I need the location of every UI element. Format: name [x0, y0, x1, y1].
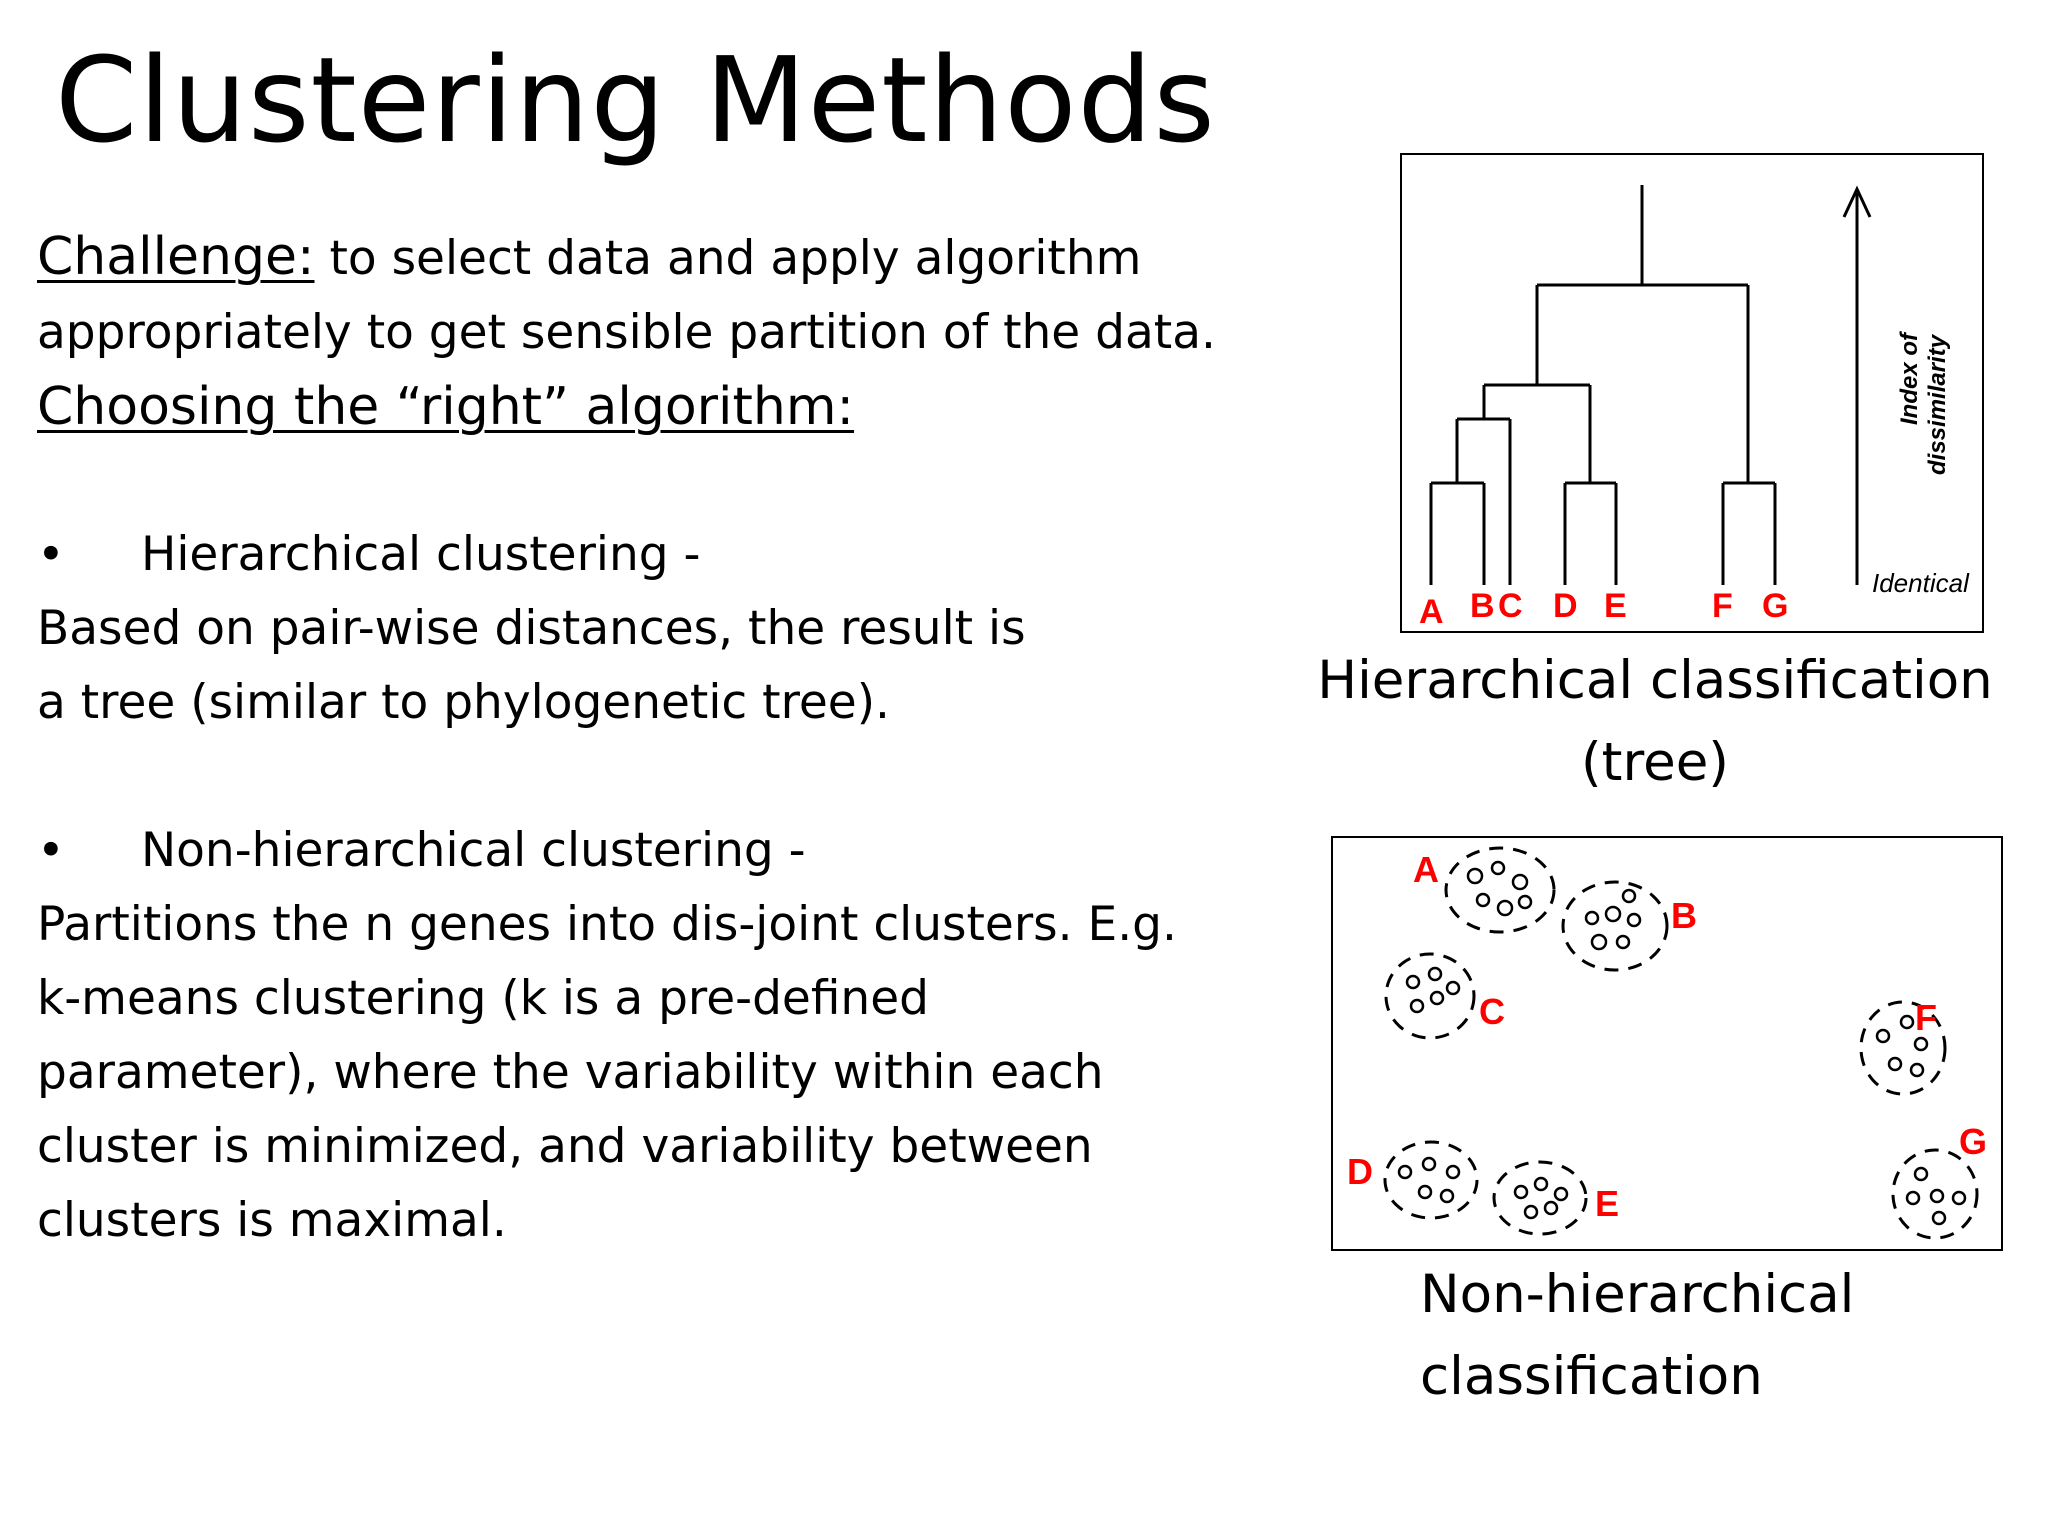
cluster-d-boundary [1385, 1142, 1477, 1218]
dendrogram-branches [1431, 185, 1870, 585]
challenge-text: to select data and apply algorithm appropriately to get sensible partition of the data. [37, 231, 1216, 360]
dissimilarity-arrow [1844, 189, 1870, 585]
cluster-figure [1331, 836, 2003, 1251]
leaf-label-d: D [1553, 587, 1578, 625]
bullet-nonhierarchical [37, 814, 1297, 888]
cluster-label-a: A [1413, 849, 1439, 890]
leaf-label-c: C [1498, 587, 1523, 625]
tree-caption-line1: Hierarchical classification [1317, 650, 1993, 711]
slide-title: Clustering Methods [55, 31, 1216, 169]
dendrogram-figure [1400, 153, 1984, 633]
leaf-label-b: B [1470, 587, 1495, 625]
cluster-b-boundary [1563, 882, 1667, 970]
bullet-description-nonhierarchical: Partitions the n genes into dis-joint clusters. E.g. k-means clustering (k is a pre-defined parameter), where the variability within each cluster is minimized, and variability between clusters is maximal. [37, 897, 1177, 1248]
cluster-label-g: G [1959, 1121, 1988, 1162]
branch-f-g [1723, 483, 1775, 585]
cluster-label-e: E [1595, 1183, 1620, 1224]
cluster-label-b: B [1671, 895, 1697, 936]
cluster-e-boundary [1494, 1162, 1586, 1234]
axis-label-line2: dissimilarity [1924, 334, 1951, 475]
bullet-heading-nonhierarchical: Non-hierarchical clustering - [141, 823, 806, 878]
bullet-description-hierarchical: Based on pair-wise distances, the result is a tree (similar to phylogenetic tree). [37, 601, 1026, 730]
branch-a-b [1431, 483, 1484, 585]
choosing-heading: Choosing the “right” algorithm: [37, 377, 855, 437]
challenge-label: Challenge: [37, 227, 315, 287]
bullet-marker: • [37, 823, 65, 878]
leaf-label-a: A [1419, 593, 1444, 631]
cluster-label-d: D [1347, 1151, 1373, 1192]
cluster-label-c: C [1479, 991, 1505, 1032]
bullet-marker: • [37, 527, 65, 582]
cluster-caption-line2: classification [1420, 1346, 1763, 1407]
branch-d-e [1565, 483, 1616, 585]
cluster-label-f: F [1915, 997, 1937, 1038]
cluster-a-boundary [1446, 848, 1554, 932]
cluster-caption-line1: Non-hierarchical [1420, 1264, 1855, 1325]
bullet-heading-hierarchical: Hierarchical clustering - [141, 527, 701, 582]
challenge-paragraph [37, 220, 1297, 370]
leaf-label-f: F [1712, 587, 1733, 625]
bullet-hierarchical [37, 518, 1297, 592]
tree-caption-line2: (tree) [1581, 732, 1729, 793]
slide-body [37, 220, 1297, 1258]
tree-caption [1290, 640, 2020, 804]
axis-label-line1: Index of [1896, 332, 1923, 425]
leaf-label-e: E [1604, 587, 1627, 625]
cluster-caption [1420, 1254, 1980, 1418]
branch-abc-de [1484, 385, 1590, 483]
baseline-label: Identical [1872, 568, 1969, 598]
leaf-label-g: G [1762, 587, 1789, 625]
cluster-c-boundary [1386, 954, 1474, 1038]
